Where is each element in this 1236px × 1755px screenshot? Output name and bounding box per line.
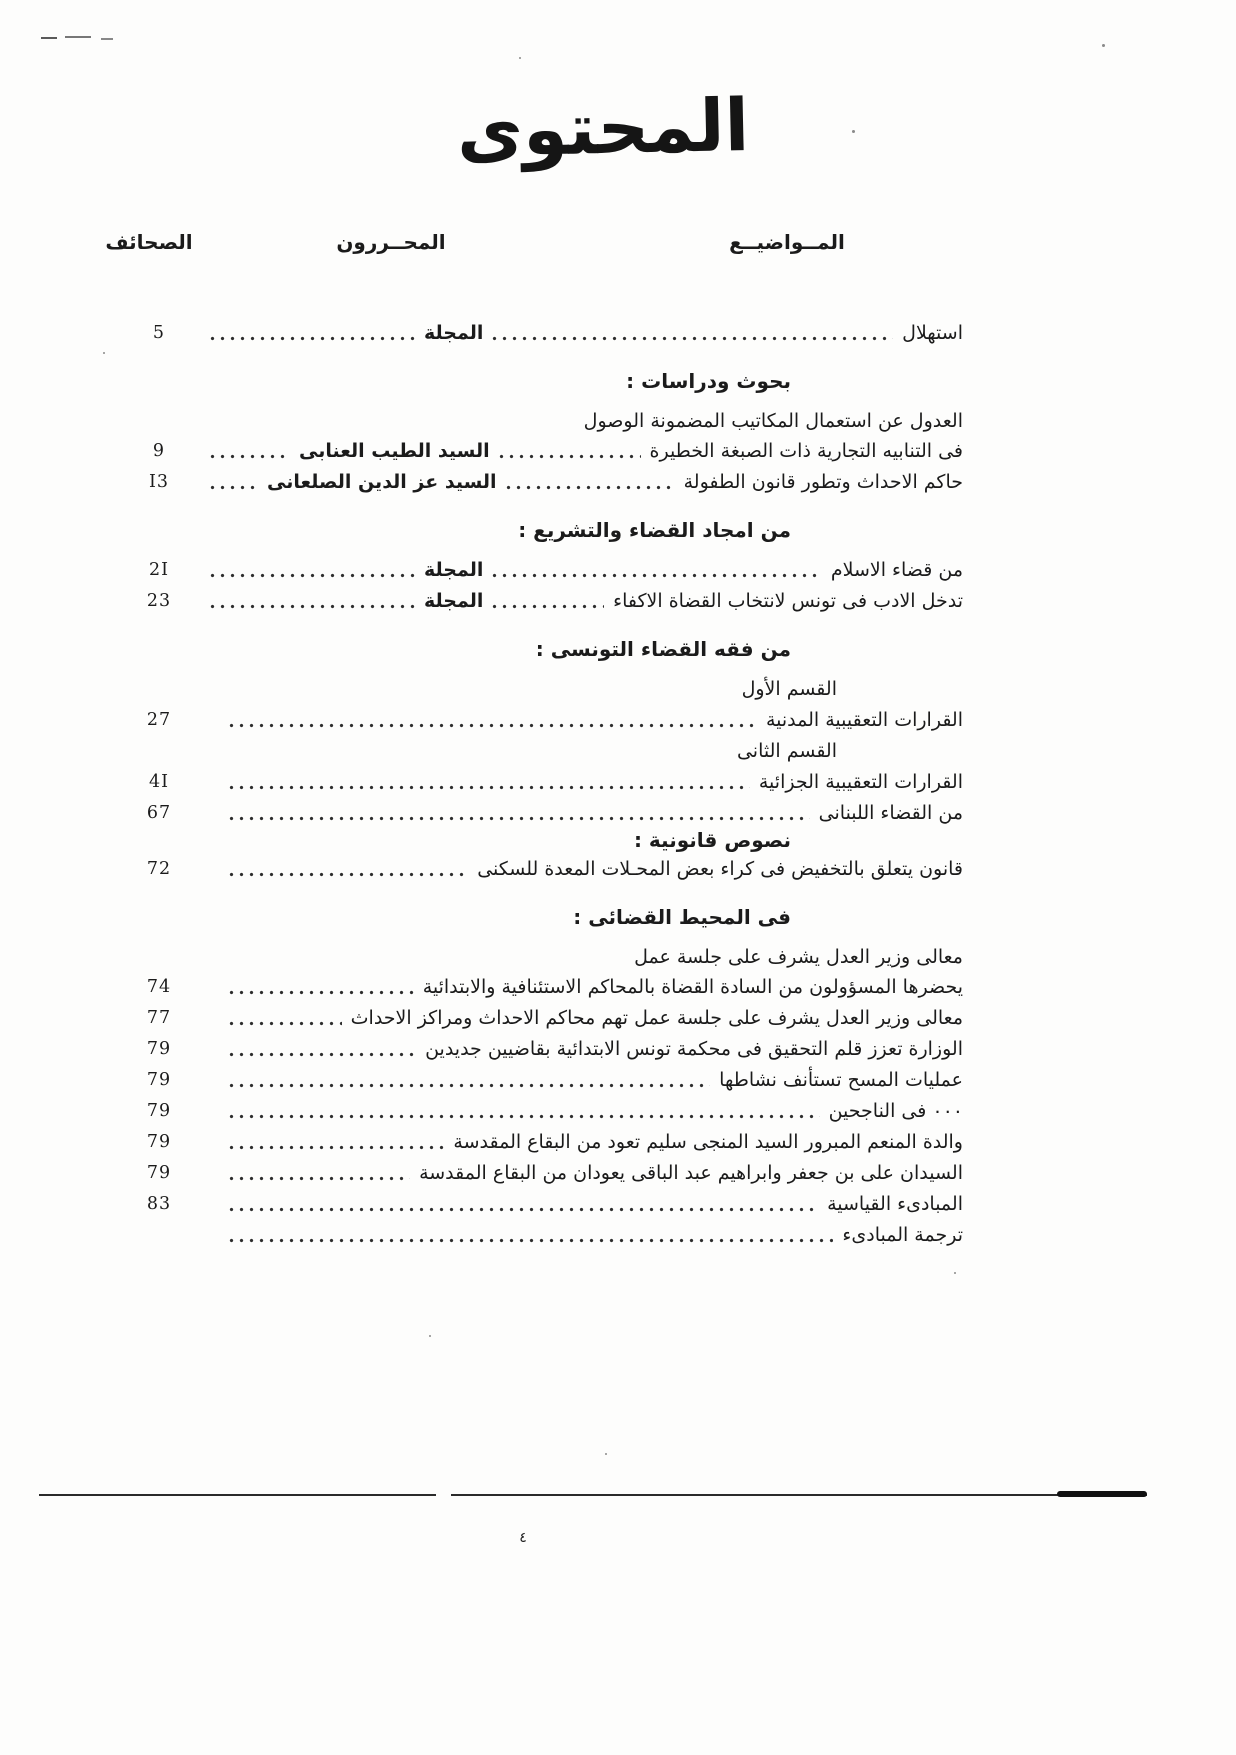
toc-section-heading <box>118 366 964 397</box>
dotted-leader <box>211 336 416 341</box>
entry-topic: ٠٠٠ فى الناجحين <box>829 1100 964 1122</box>
dotted-leader <box>493 573 823 578</box>
entry-topic: معالى وزير العدل يشرف على جلسة عمل تهم محاكم الاحداث ومراكز الاحداث <box>351 1007 964 1029</box>
entry-page-number: 23 <box>147 591 173 611</box>
dotted-leader <box>211 454 291 459</box>
entry-page-number: 72 <box>147 859 173 879</box>
toc-entry-continuation <box>118 406 964 437</box>
toc-entry-row <box>118 1127 964 1158</box>
entry-topic: المبادىء القياسية <box>828 1193 964 1215</box>
section-heading-label: نصوص قانونية : <box>634 828 792 852</box>
toc-entry-row <box>118 1189 964 1220</box>
scan-speck <box>1103 44 1106 47</box>
scan-speck <box>606 1453 608 1455</box>
dotted-leader <box>230 1083 711 1088</box>
entry-topic: والدة المنعم المبرور السيد المنجى سليم تعود من البقاع المقدسة <box>454 1131 964 1153</box>
toc-entry-row <box>118 1096 964 1127</box>
dotted-leader <box>211 604 416 609</box>
column-header-pages: الصحائف <box>106 230 194 254</box>
toc-section-heading <box>118 515 964 546</box>
entry-editor: المجلة <box>425 322 485 344</box>
dotted-leader <box>211 485 259 490</box>
dotted-leader <box>230 1052 417 1057</box>
dotted-leader <box>230 872 469 877</box>
bottom-rule-left-segment <box>40 1494 437 1496</box>
scan-artifact-dash <box>102 38 114 40</box>
dotted-leader <box>230 1238 834 1243</box>
folio-page-number: ٤ <box>520 1530 528 1546</box>
dotted-leader <box>230 816 811 821</box>
toc-entry-row <box>118 767 964 798</box>
dotted-leader <box>230 1021 343 1026</box>
toc-section-heading <box>118 825 964 856</box>
toc-entry-row <box>118 854 964 885</box>
entry-page-number: 79 <box>147 1039 173 1059</box>
entry-topic: من القضاء اللبنانى <box>819 802 964 824</box>
section-heading-label: من امجاد القضاء والتشريع : <box>519 518 792 542</box>
section-heading-label: بحوث ودراسات : <box>627 369 792 393</box>
bottom-rule-ink-blob <box>1058 1491 1148 1497</box>
entry-topic: عمليات المسح تستأنف نشاطها <box>720 1069 964 1091</box>
scan-artifact-dash <box>42 37 58 39</box>
column-headers <box>0 230 1236 264</box>
entry-page-number: 77 <box>147 1008 173 1028</box>
entry-page-number: 67 <box>147 803 173 823</box>
toc-entry-row <box>118 467 964 498</box>
entry-page-number: 9 <box>153 441 167 461</box>
column-header-topics: المــواضيــع <box>730 230 846 254</box>
scan-speck <box>520 57 522 59</box>
scan-speck <box>955 1272 957 1274</box>
entry-page-number <box>118 1220 202 1251</box>
entry-page-number: 79 <box>147 1132 173 1152</box>
entry-topic: الوزارة تعزز قلم التحقيق فى محكمة تونس الابتدائية بقاضيين جديدين <box>426 1038 964 1060</box>
entry-page-number: 79 <box>147 1163 173 1183</box>
toc-entry-row <box>118 705 964 736</box>
toc-entry-row <box>118 1065 964 1096</box>
toc-section-heading <box>118 902 964 933</box>
section-heading-label: من فقه القضاء التونسى : <box>536 637 792 661</box>
entry-page-number: 74 <box>147 977 173 997</box>
dotted-leader <box>230 990 415 995</box>
entry-topic: استهلال <box>903 322 964 344</box>
dotted-leader <box>230 1176 411 1181</box>
toc-entry-row <box>118 1034 964 1065</box>
scan-artifact-dash <box>66 36 92 38</box>
entry-topic: يحضرها المسؤولون من السادة القضاة بالمحاكم الاستئنافية والابتدائية <box>423 976 964 998</box>
dotted-leader <box>211 573 416 578</box>
dotted-leader <box>230 785 751 790</box>
scan-speck <box>430 1335 432 1337</box>
entry-topic: تدخل الادب فى تونس لانتخاب القضاة الاكفاء <box>614 590 964 612</box>
entry-page-number: 5 <box>153 323 167 343</box>
entry-topic: العدول عن استعمال المكاتيب المضمونة الوصول <box>584 410 964 432</box>
entry-page-number: 83 <box>147 1194 173 1214</box>
entry-editor: السيد الطيب العنابى <box>300 440 491 462</box>
page-title: المحتوى <box>456 82 752 174</box>
entry-page-number: 79 <box>147 1070 173 1090</box>
entry-editor: المجلة <box>425 559 485 581</box>
section-heading-label: فى المحيط القضائى : <box>574 905 792 929</box>
toc-entry-row <box>118 1158 964 1189</box>
entry-page-number: 2I <box>149 560 171 580</box>
entry-editor: المجلة <box>425 590 485 612</box>
toc-entry-continuation <box>118 942 964 973</box>
toc-entry-row <box>118 318 964 349</box>
scan-speck <box>104 352 106 354</box>
entry-topic: حاكم الاحداث وتطور قانون الطفولة <box>684 471 964 493</box>
dotted-leader <box>230 723 758 728</box>
toc-entry-row <box>118 586 964 617</box>
dotted-leader <box>230 1145 445 1150</box>
dotted-leader <box>500 454 642 459</box>
toc-subsection-label: القسم الثانى <box>737 740 838 762</box>
column-header-editors: المحــررون <box>337 230 447 254</box>
entry-topic: معالى وزير العدل يشرف على جلسة عمل <box>635 946 964 968</box>
toc-entry-row <box>118 1220 964 1251</box>
entry-topic: ترجمة المبادىء <box>843 1224 964 1246</box>
toc-entry-row <box>118 1003 964 1034</box>
dotted-leader <box>507 485 676 490</box>
entry-topic: قانون يتعلق بالتخفيض فى كراء بعض المحـلات المعدة للسكنى <box>478 858 964 880</box>
entry-topic: من قضاء الاسلام <box>831 559 964 581</box>
toc-list <box>118 318 964 1251</box>
entry-page-number: 27 <box>147 710 173 730</box>
dotted-leader <box>230 1114 821 1119</box>
entry-topic: فى التنابيه التجارية ذات الصبغة الخطيرة <box>650 440 964 462</box>
toc-entry-row <box>118 555 964 586</box>
entry-topic: القرارات التعقيبية المدنية <box>766 709 964 731</box>
toc-entry-row <box>118 972 964 1003</box>
dotted-leader <box>230 1207 819 1212</box>
entry-page-number: I3 <box>149 472 171 492</box>
entry-topic: السيدان على بن جعفر وابراهيم عبد الباقى يعودان من البقاع المقدسة <box>420 1162 964 1184</box>
entry-topic: القرارات التعقيبية الجزائية <box>759 771 964 793</box>
toc-entry-row <box>118 436 964 467</box>
entry-page-number: 79 <box>147 1101 173 1121</box>
entry-editor: السيد عز الدين الصلعانى <box>268 471 498 493</box>
dotted-leader <box>493 336 894 341</box>
entry-page-number: 4I <box>149 772 171 792</box>
dotted-leader <box>493 604 605 609</box>
toc-subsection-label: القسم الأول <box>742 678 838 700</box>
toc-section-heading <box>118 634 964 665</box>
bottom-rule-right-segment <box>452 1494 1148 1496</box>
